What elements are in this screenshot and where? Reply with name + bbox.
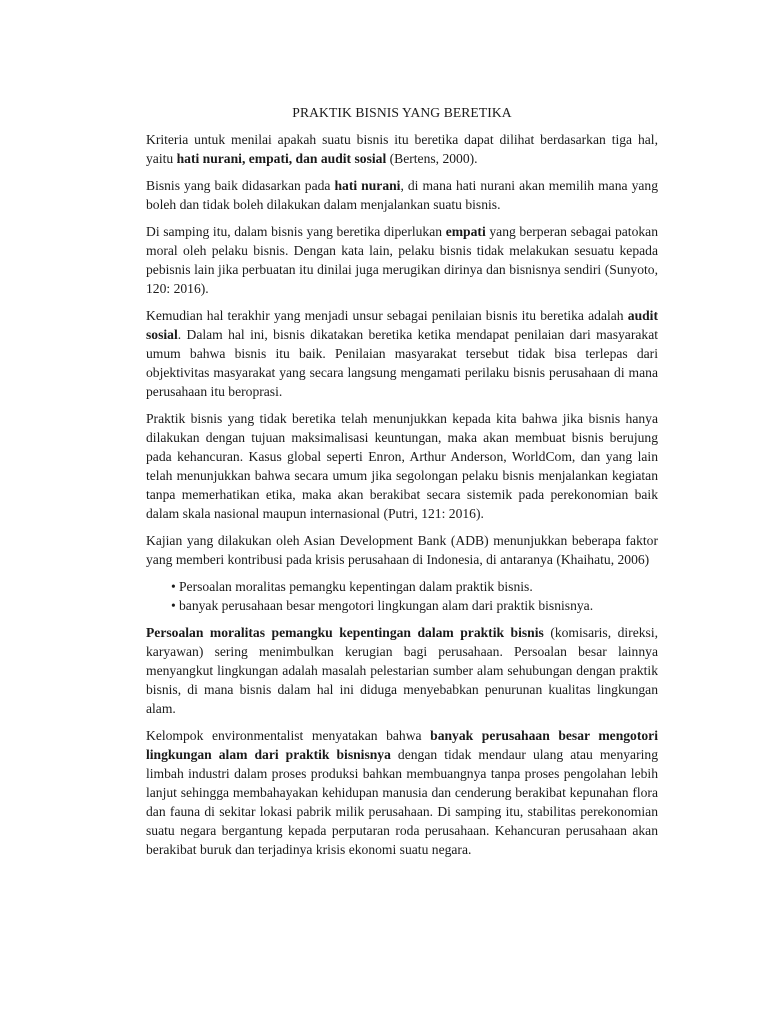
list-item (146, 577, 658, 596)
bold-phrase: audit sosial (146, 308, 658, 342)
bullet-list (146, 577, 658, 615)
bold-phrase: hati nurani, empati, dan audit sosial (176, 151, 387, 166)
paragraph-text: , di mana hati nurani akan memilih mana yang boleh dan tidak boleh dilakukan dalam menjalankan suatu bisnis. (146, 178, 658, 212)
paragraph-empati (146, 222, 658, 298)
paragraph-text: Kelompok environmentalist menyatakan bahwa (146, 728, 431, 743)
document-page (146, 103, 658, 867)
paragraph-text: Bisnis yang baik didasarkan pada (146, 178, 335, 193)
bold-phrase: banyak perusahaan besar mengotori lingkungan alam dari praktik bisnisnya (146, 728, 658, 762)
paragraph-moralitas (146, 623, 658, 718)
paragraph-adb-study: Kajian yang dilakukan oleh Asian Development Bank (ADB) menunjukkan beberapa faktor yang memberi kontribusi pada krisis perusahaan di Indonesia, di antaranya (Khaihatu, 2006) (146, 533, 658, 567)
paragraph-text: Di samping itu, dalam bisnis yang beretika diperlukan (146, 224, 446, 239)
bold-phrase: Persoalan moralitas pemangku kepentingan dalam praktik bisnis (146, 625, 544, 640)
paragraph-text: . Dalam hal ini, bisnis dikatakan beretika ketika mendapat penilaian dari masyarakat umum bahwa bisnis itu baik. Penilaian masyarakat tersebut tidak bisa terlepas dari objektivitas masyarakat yang secara langsung mengamati perilaku bisnis perusahaan di mana perusahaan itu beroprasi. (146, 327, 658, 399)
paragraph-audit-sosial (146, 306, 658, 401)
list-item (146, 596, 658, 615)
list-item-text: banyak perusahaan besar mengotori lingkungan alam dari praktik bisnisnya. (179, 598, 594, 613)
paragraph-text: dengan tidak mendaur ulang atau menyaring limbah industri dalam proses produksi bahkan membuangnya tanpa proses pengolahan lebih lanjut sehingga membahayakan kehidupan manusia dan cenderung berakibat kepunahan flora dan fauna di sekitar lokasi pabrik milik perusahaan. Di samping itu, stabilitas perekonomian suatu negara bergantung kepada perputaran roda perusahaan. Kehancuran perusahaan akan berakibat buruk dan terjadinya krisis ekonomi suatu negara. (146, 747, 658, 857)
paragraph-hati-nurani (146, 176, 658, 214)
bold-phrase: hati nurani (334, 178, 401, 193)
paragraph-text: Kriteria untuk menilai apakah suatu bisnis itu beretika dapat dilihat berdasarkan tiga hal, yaitu (146, 132, 658, 166)
document-title: PRAKTIK BISNIS YANG BERETIKA (292, 105, 512, 120)
paragraph-text: Kemudian hal terakhir yang menjadi unsur sebagai penilaian bisnis itu beretika adalah (146, 308, 628, 323)
paragraph-text: (komisaris, direksi, karyawan) sering menimbulkan kerugian bagi perusahaan. Persoalan besar lainnya menyangkut lingkungan adalah masalah pelestarian sumber alam sehubungan dengan praktik bisnis, di mana bisnis dalam hal ini diduga menyebabkan penurunan kualitas lingkungan alam. (146, 625, 658, 716)
bold-phrase: empati (445, 224, 486, 239)
list-item-text: Persoalan moralitas pemangku kepentingan dalam praktik bisnis. (179, 579, 533, 594)
paragraph-unethical-practice: Praktik bisnis yang tidak beretika telah menunjukkan kepada kita bahwa jika bisnis hanya dilakukan dengan tujuan maksimalisasi keuntungan, maka akan membuat bisnis berujung pada kehancuran. Kasus global seperti Enron, Arthur Anderson, WorldCom, dan yang lain telah menunjukkan bahwa secara umum jika segolongan pelaku bisnis menjalankan kegiatan tanpa memerhatikan etika, maka akan berakibat secara sistemik pada perekonomian baik dalam skala nasional maupun internasional (Putri, 121: 2016). (146, 411, 658, 521)
paragraph-text: yang berperan sebagai patokan moral oleh pelaku bisnis. Dengan kata lain, pelaku bisnis tidak melakukan sesuatu kepada pebisnis lain jika perbuatan itu dinilai juga merugikan dirinya dan bisnisnya sendiri (Sunyoto, 120: 2016). (146, 224, 659, 296)
paragraph-criteria (146, 130, 658, 168)
paragraph-text: (Bertens, 2000). (386, 151, 478, 166)
paragraph-environmentalist (146, 726, 658, 859)
